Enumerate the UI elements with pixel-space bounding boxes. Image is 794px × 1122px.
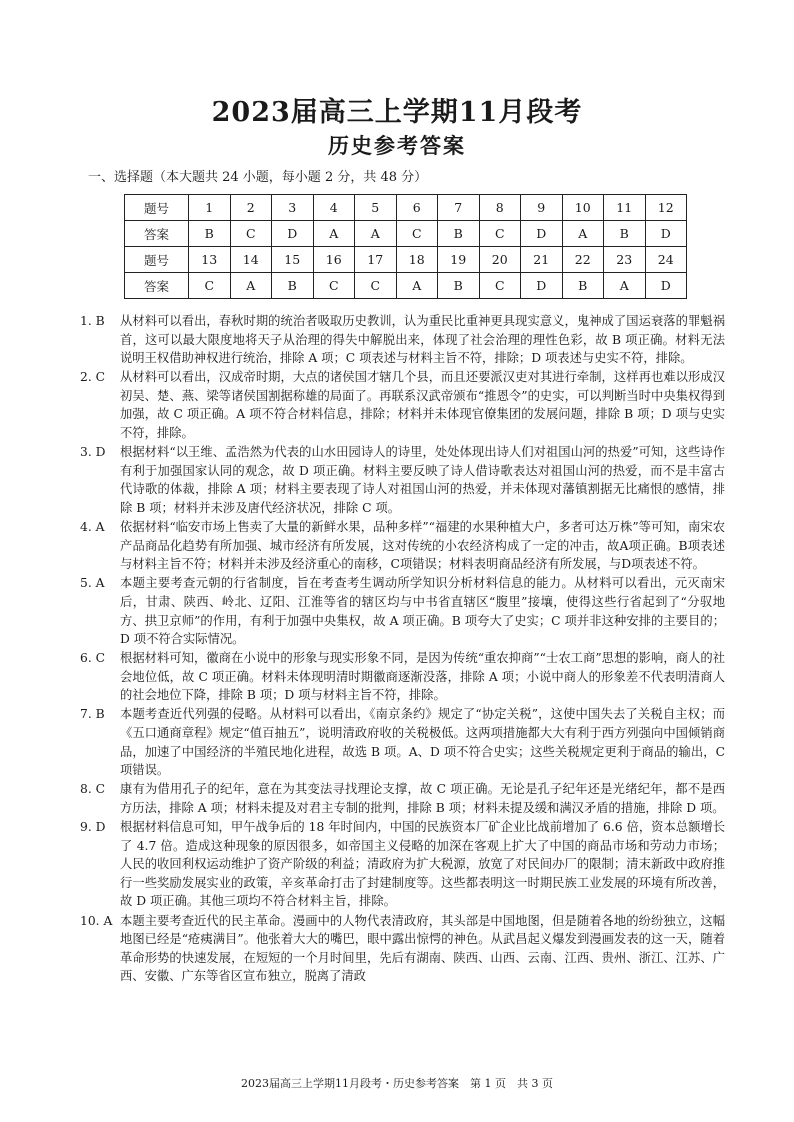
table-cell: 6 — [396, 195, 438, 221]
table-cell: 16 — [313, 247, 355, 273]
table-cell: C — [479, 221, 521, 247]
explanation-text: 本题考查近代列强的侵略。从材料可以看出，《南京条约》规定了“协定关税”，这使中国失去了关税自主权；而《五口通商章程》规定“值百抽五”，说明清政府收的关税极低。这两项措施都大大有利于西方列强向中国倾销商品，加速了中国经济的半殖民地化进程，故选 B 项。A、D 项不符合史实；这些关税规定更利于商品的输出，C 项错误。 — [120, 707, 725, 778]
explanation-number: 5. A — [80, 576, 105, 591]
table-cell: C — [189, 273, 231, 299]
table-cell: D — [521, 273, 563, 299]
explanation-text: 依据材料“临安市场上售卖了大量的新鲜水果，品种多样”“福建的水果种植大户，多者可达万株”等可知，南宋农产品商品化趋势有所加强、城市经济有所发展，这对传统的小农经济构成了一定的冲击，故A项正确。B项表述与材料主旨不符；材料并未涉及经济重心的南移，C项错误；材料表明商品经济有所发展，与D项表述不符。 — [120, 520, 725, 572]
table-cell: B — [604, 221, 646, 247]
explanation-text: 从材料可以看出，汉成帝时期，大点的诸侯国才辖几个县，而且还要派汉吏对其进行牵制，这样再也难以形成汉初吴、楚、燕、梁等诸侯国割据称雄的局面了。再联系汉武帝颁布“推恩令”的史实，可以判断当时中央集权得到加强，故 C 项正确。A 项不符合材料信息，排除；材料并未体现官僚集团的发展问题，排除 B 项；D 项与史实不符，排除。 — [120, 370, 725, 441]
explanation-number: 2. C — [80, 370, 106, 385]
table-cell: A — [396, 273, 438, 299]
question-number-row — [125, 247, 687, 273]
table-cell: 20 — [479, 247, 521, 273]
explanation-text: 本题主要考查元朝的行省制度，旨在考查考生调动所学知识分析材料信息的能力。从材料可以看出，元灭南宋后，甘肃、陕西、岭北、辽阳、江淮等省的辖区均与中书省直辖区“腹里”接壤，使得这些行省起到了“分驭地方、拱卫京师”的作用，有利于加强中央集权，故 A 项正确。B 项夸大了史实；C 项并非这种安排的主要目的；D 项不符合实际情况。 — [120, 576, 725, 647]
explanation-number: 9. D — [80, 820, 106, 835]
table-cell: C — [479, 273, 521, 299]
table-cell: 7 — [438, 195, 480, 221]
table-cell: 19 — [438, 247, 480, 273]
explanation-item — [80, 649, 725, 705]
table-cell: B — [438, 221, 480, 247]
table-cell: 17 — [355, 247, 397, 273]
table-cell: D — [272, 221, 314, 247]
table-cell: D — [645, 221, 687, 247]
explanation-list — [80, 312, 725, 986]
page-footer: 2023届高三上学期11月段考・历史参考答案 第 1 页 共 3 页 — [241, 1077, 553, 1090]
explanation-item — [80, 705, 725, 779]
section-heading: 一、选择题（本大题共 24 小题，每小题 2 分，共 48 分） — [88, 170, 428, 185]
answer-row — [125, 221, 687, 247]
row-header-cell: 答案 — [125, 221, 189, 247]
table-cell: 22 — [562, 247, 604, 273]
table-cell: 11 — [604, 195, 646, 221]
explanation-text: 从材料可以看出，春秋时期的统治者吸取历史教训，认为重民比重神更具现实意义，鬼神成了国运衰落的罪魁祸首，这可以最大限度地将天子从治理的得失中解脱出来，体现了社会治理的理性色彩，故 B 项正确。材料无法说明王权借助神权进行统治，排除 A 项；C 项表述与材料主旨不符，排除；D 项表述与史实不符，排除。 — [120, 314, 725, 366]
table-cell: A — [355, 221, 397, 247]
explanation-number: 8. C — [80, 782, 106, 797]
table-cell: 5 — [355, 195, 397, 221]
page-subtitle: 历史参考答案 — [328, 133, 466, 158]
explanation-item — [80, 574, 725, 648]
row-header-cell: 题号 — [125, 247, 189, 273]
table-cell: 2 — [230, 195, 272, 221]
table-cell: 1 — [189, 195, 231, 221]
row-header-cell: 题号 — [125, 195, 189, 221]
table-cell: 18 — [396, 247, 438, 273]
table-cell: 21 — [521, 247, 563, 273]
table-cell: 4 — [313, 195, 355, 221]
explanation-item — [80, 518, 725, 574]
table-cell: 23 — [604, 247, 646, 273]
table-cell: A — [604, 273, 646, 299]
table-cell: 24 — [645, 247, 687, 273]
table-cell: 13 — [189, 247, 231, 273]
explanation-item — [80, 818, 725, 911]
table-cell: A — [230, 273, 272, 299]
table-cell: 15 — [272, 247, 314, 273]
table-cell: B — [438, 273, 480, 299]
table-cell: 10 — [562, 195, 604, 221]
explanation-text: 根据材料信息可知，甲午战争后的 18 年时间内，中国的民族资本厂矿企业比战前增加了 6.6 倍，资本总额增长了 4.7 倍。造成这种现象的原因很多，如帝国主义侵略的加深在客观上扩大了中国的商品市场和劳动力市场；人民的收回利权运动维护了资产阶级的利益；清政府为扩大税源，放宽了对民间办厂的限制；清末新政中政府推行一些奖励发展实业的政策，辛亥革命打击了封建制度等。这些都表明这一时期民族工业发展的环境有所改善，故 D 项正确。其他三项均不符合材料主旨，排除。 — [120, 820, 725, 909]
explanation-text: 根据材料可知，徽商在小说中的形象与现实形象不同，是因为传统“重农抑商”“士农工商”思想的影响，商人的社会地位低，故 C 项正确。材料未体现明清时期徽商逐渐没落，排除 A 项；小说中商人的形象差不代表明清商人的社会地位下降，排除 B 项；D 项与材料主旨不符，排除。 — [120, 651, 725, 703]
explanation-number: 4. A — [80, 520, 105, 535]
explanation-text: 根据材料“以王维、孟浩然为代表的山水田园诗人的诗里，处处体现出诗人们对祖国山河的热爱”可知，这些诗作有利于加强国家认同的观念，故 D 项正确。材料主要反映了诗人借诗歌表达对祖国山河的热爱，而不是丰富古代诗歌的体裁，排除 A 项；材料主要表现了诗人对祖国山河的热爱，并未体现对藩镇割据无比痛恨的感情，排除 B 项；材料并未涉及唐代经济状况，排除 C 项。 — [120, 445, 725, 515]
table-cell: B — [272, 273, 314, 299]
explanation-item — [80, 443, 725, 517]
row-header-cell: 答案 — [125, 273, 189, 299]
explanation-number: 7. B — [80, 707, 105, 722]
table-cell: 8 — [479, 195, 521, 221]
table-cell: A — [313, 221, 355, 247]
explanation-text: 本题主要考查近代的民主革命。漫画中的人物代表清政府，其头部是中国地图，但是随着各地的纷纷独立，这幅地图已经是“疮痍满目”。他张着大大的嘴巴，眼中露出惊愕的神色。从武昌起义爆发到漫画发表的这一天，随着革命形势的快速发展，在短短的一个月时间里，先后有湖南、陕西、山西、云南、江西、贵州、浙江、江苏、广西、安徽、广东等省区宣布独立，脱离了清政 — [120, 913, 725, 984]
table-cell: C — [396, 221, 438, 247]
table-cell: B — [562, 273, 604, 299]
question-number-row — [125, 195, 687, 221]
explanation-item — [80, 312, 725, 368]
explanation-number: 10. A — [80, 913, 113, 928]
table-cell: 9 — [521, 195, 563, 221]
explanation-number: 6. C — [80, 651, 106, 666]
explanation-item — [80, 368, 725, 442]
explanation-number: 3. D — [80, 445, 106, 460]
table-cell: C — [355, 273, 397, 299]
explanation-item — [80, 912, 725, 986]
answer-row — [125, 273, 687, 299]
table-cell: C — [230, 221, 272, 247]
table-cell: C — [313, 273, 355, 299]
table-cell: 3 — [272, 195, 314, 221]
answer-table — [124, 194, 687, 299]
explanation-text: 康有为借用孔子的纪年，意在为其变法寻找理论支撑，故 C 项正确。无论是孔子纪年还是光绪纪年，都不是西方历法，排除 A 项；材料未提及对君主专制的批判，排除 B 项；材料未提及缓和满汉矛盾的措施，排除 D 项。 — [120, 782, 725, 815]
table-cell: D — [521, 221, 563, 247]
table-cell: D — [645, 273, 687, 299]
table-cell: 12 — [645, 195, 687, 221]
explanation-number: 1. B — [80, 314, 105, 328]
table-cell: B — [189, 221, 231, 247]
explanation-item — [80, 780, 725, 817]
table-cell: A — [562, 221, 604, 247]
table-cell: 14 — [230, 247, 272, 273]
page-title: 2023届高三上学期11月段考 — [211, 97, 583, 128]
